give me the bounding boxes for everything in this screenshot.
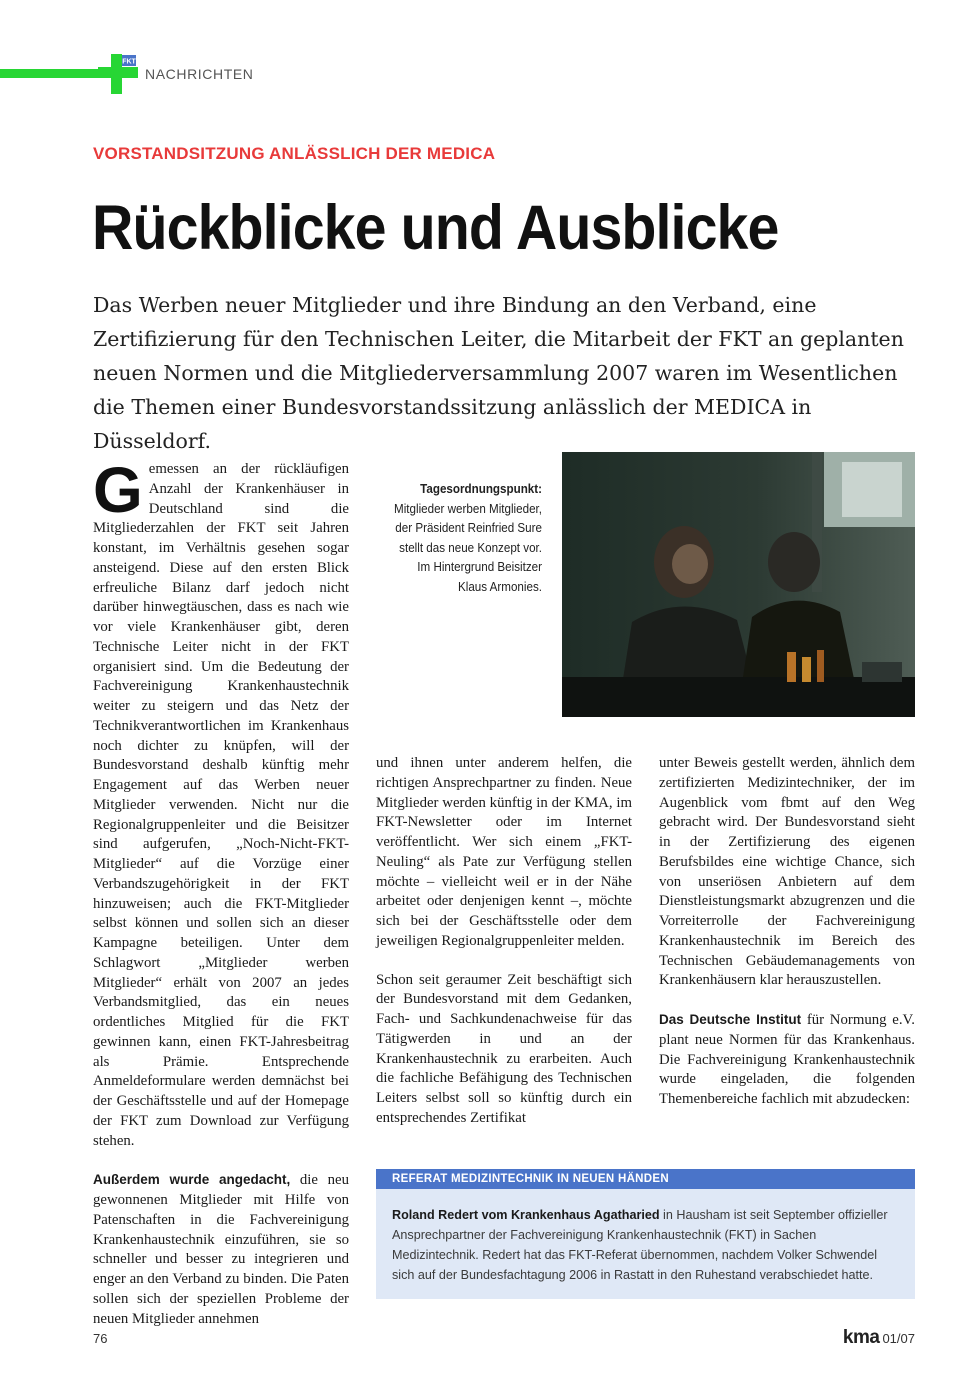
info-box — [376, 1169, 915, 1299]
magazine-logo: kma — [842, 1327, 880, 1348]
photo-illustration — [562, 452, 915, 717]
paragraph: unter Beweis gestellt werden, ähnlich dem zertifizierten Medizintechniker, der im Augenblick vom fbmt auf den Weg gebracht wird. Der Bundesvorstand sieht in der Zertifizierung des eigenen Berufsbildes eine wichtige Chance, sich von unseriösen Anbietern auf dem Dienstleistungsmarkt abzugrenzen und die Vorreiterrolle der Fachvereinigung Krankenhaustechnik im Bereich des Technischen Gebäudemanagements von Krankenhäusern klar herauszustellen. — [659, 755, 915, 989]
meeting-photo — [562, 452, 915, 717]
photo-caption — [389, 480, 542, 598]
article-column-3 — [659, 754, 915, 1110]
logo-text: FKT — [122, 58, 136, 66]
paragraph — [659, 1010, 915, 1110]
info-box-lead: Roland Redert vom Krankenhaus Agatharied — [392, 1208, 660, 1222]
issue-number: 01/07 — [882, 1331, 915, 1346]
paragraph — [93, 1170, 349, 1329]
paragraph — [93, 454, 349, 1151]
page-number: 76 — [93, 1331, 108, 1346]
section-label: NACHRICHTEN — [145, 66, 254, 82]
article-kicker: VORSTANDSITZUNG ANLÄSSLICH DER MEDICA — [93, 144, 496, 163]
article-lead: Das Werben neuer Mitglieder und ihre Bindung an den Verband, eine Zertifizierung für den Technischen Leiter, die Mitarbeit der FKT an geplanten neuen Normen und die Mitgliederversammlung 2007 waren im Wesentlichen die Themen einer Bundesvorstandssitzung anlässlich der MEDICA in Düsseldorf. — [93, 293, 904, 453]
paragraph-text: emessen an der rückläufigen Anzahl der Krankenhäuser in Deutschland sind die Mitgliederzahlen der FKT seit Jahren konstant, im Verhältnis gesehen sogar ansteigend. Diese auf den ersten Blick erfreuliche Bilanz darf jedoch nicht darüber hinwegtäuschen, dass es nach wie vor viele Krankenhäuser gibt, deren Technische Leiter nicht in der FKT organisiert sind. Um die Bedeutung der Fachvereinigung Krankenhaustechnik weiter zu steigern und das Netz der Technikverantwortlichen im Krankenhaus noch dichter zu knüpfen, will der Bundesvorstand deshalb künftig mehr Engagement auf das Werben neuer Mitglieder verwenden. Nicht nur die Regionalgruppenleiter und die Beisitzer sind aufgerufen, „Noch-Nicht-FKT-Mitglieder“ auf die Vorzüge einer Verbandszugehörigkeit in der FKT hinzuweisen; auch die FKT-Mitglieder selbst können und sollen sich an dieser Kampagne beteiligen. Unter dem Schlagwort „Mitglieder werben Mitglieder“ erhält von 2007 an jedes Verbandsmitglied, das ein neues ordentliches Mitglied für die FKT gewinnen kann, einen FKT-Jahresbeitrag als Prämie. Entsprechende Anmeldeformulare werden demnächst bei der Geschäftsstelle und auf der Homepage der FKT zum Download zur Verfügung stehen. — [93, 461, 349, 1149]
info-box-body: in Hausham ist seit September offizieller Ansprechpartner der Fachvereinigung Krankenhaustechnik (FKT) in Sachen Medizintechnik. Redert hat das FKT-Referat übernommen, nachdem Volker Schwendel sich auf der Bundesfachtagung 2006 in Rastatt in den Ruhestand verabschiedet hatte. — [392, 1208, 888, 1282]
caption-text: Mitglieder werben Mitglieder, der Präsident Reinfried Sure stellt das neue Konzept vor. Im Hintergrund Beisitzer Klaus Armonies. — [394, 501, 542, 594]
info-box-title: REFERAT MEDIZINTECHNIK IN NEUEN HÄNDEN — [376, 1169, 915, 1189]
article-column-2 — [376, 754, 632, 1129]
paragraph-text: für Normung e.V. plant neue Normen für das Krankenhaus. Die Fachvereinigung Krankenhaustechnik wurde eingeladen, die folgenden Themenbereiche fachlich mit abzudecken: — [659, 1012, 915, 1107]
drop-cap: G — [93, 454, 143, 526]
caption-label: Tagesordnungspunkt: — [420, 482, 542, 496]
paragraph: Schon seit geraumer Zeit beschäftigt sich der Bundesvorstand mit dem Gedanken, Fach- und Sachkundenachweise für das Tätigwerden in und an der Krankenhaustechnik zu erarbeiten. Auch die fachliche Befähigung des Technischen Leiters selbst soll so künftig durch ein entsprechendes Zertifikat — [376, 971, 632, 1126]
fkt-cross-logo — [96, 52, 140, 96]
info-box-text — [392, 1205, 902, 1285]
article-headline: Rückblicke und Ausblicke — [92, 193, 779, 263]
paragraph: und ihnen unter anderem helfen, die richtigen Ansprechpartner zu finden. Neue Mitglieder werden künftig in der KMA, im FKT-Newsletter oder im Internet veröffentlicht. Wer sich einem „FKT-Neuling“ als Pate zur Verfügung stellen möchte – vielleicht weil er in der Nähe arbeitet oder denjenigen kennt –, möchte sich bei der Geschäftsstelle oder dem jeweiligen Regionalgruppenleiter melden. — [376, 755, 632, 949]
article-column-1 — [93, 454, 349, 1329]
run-in-heading: Das Deutsche Institut — [659, 1012, 802, 1027]
magazine-footer — [843, 1327, 915, 1349]
run-in-heading: Außerdem wurde angedacht, — [93, 1172, 291, 1188]
paragraph-text: die neu gewonnenen Mitglieder mit Hilfe von Patenschaften in die Fachvereinigung Krankenhaustechnik einzuführen, sie so schneller und besser zu integrieren und enger an den Verband zu binden. Die Paten sollen sich der speziellen Probleme der neuen Mitglieder annehmen — [93, 1172, 349, 1327]
